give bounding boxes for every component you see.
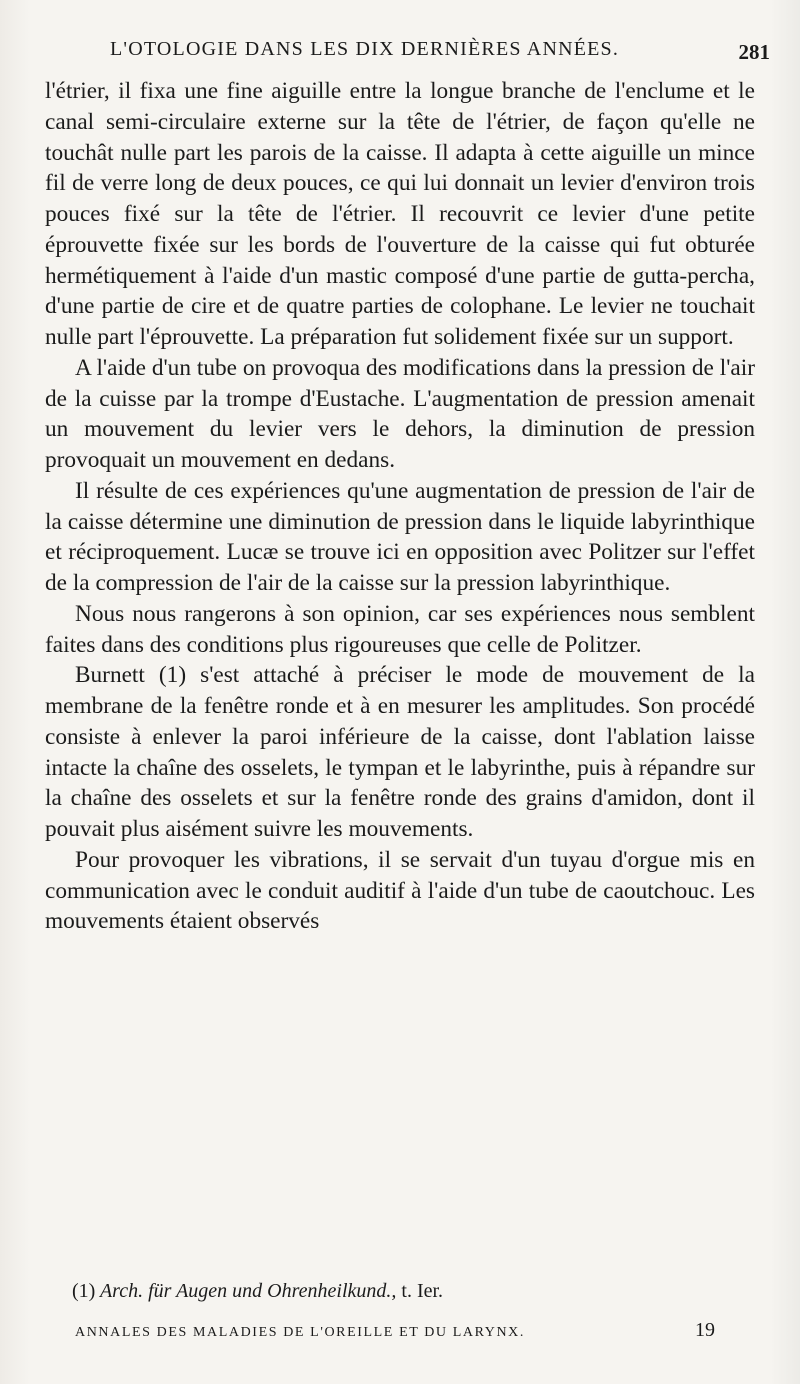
footnote (72, 1280, 443, 1303)
journal-signature-line: ANNALES DES MALADIES DE L'OREILLE ET DU LARYNX. (75, 1325, 525, 1340)
footnote-marker: (1) (72, 1280, 96, 1302)
paragraph-results: Il résulte de ces expériences qu'une augmentation de pression de l'air de la caisse détermine une diminution de pression dans le liquide labyrinthique et réciproquement. Lucæ se trouve ici en opposition avec Politzer sur l'effet de la compression de l'air de la caisse sur la pression labyrinthique. (45, 477, 755, 596)
footnote-volume: t. Ier. (401, 1280, 444, 1302)
paragraph-opinion: Nous nous rangerons à son opinion, car ses expériences nous semblent faites dans des conditions plus rigoureuses que celle de Politzer. (45, 600, 755, 658)
page-number: 281 (738, 40, 770, 64)
paragraph-tube-experiment: A l'aide d'un tube on provoqua des modifications dans la pression de l'air de la cuisse par la trompe d'Eustache. L'augmentation de pression amenait un mouvement du levier vers le dehors, la diminution de pression provoquait un mouvement en dedans. (45, 354, 755, 473)
page-footer (75, 1319, 715, 1353)
paragraph-burnett: Burnett (1) s'est attaché à préciser le mode de mouvement de la membrane de la fenêtre ronde et à en mesurer les amplitudes. Son procédé consiste à enlever la paroi inférieure de la caisse, dont l'ablation laisse intacte la chaîne des osselets, le tympan et le labyrinthe, puis à répandre sur la chaîne des osselets et sur la fenêtre ronde des grains d'amidon, dont il pouvait plus aisément suivre les mouvements. (45, 662, 755, 842)
paragraph-continued: l'étrier, il fixa une fine aiguille entre la longue branche de l'enclume et le canal semi-circulaire externe sur la tête de l'étrier, de façon qu'elle ne touchât nulle part les parois de la caisse. Il adapta à cette aiguille un mince fil de verre long de deux pouces, ce qui lui donnait un levier d'environ trois pouces fixé sur la tête de l'étrier. Il recouvrit ce levier d'une petite éprouvette fixée sur les bords de l'ouverture de la caisse qui fut obturée hermétiquement à l'aide d'un mastic composé d'une partie de gutta-percha, d'une partie de cire et de quatre parties de colophane. Le levier ne touchait nulle part l'éprouvette. La préparation fut solidement fixée sur un support. (45, 78, 755, 350)
body-text (45, 76, 755, 937)
footnote-citation: Arch. für Augen und Ohrenheilkund., (99, 1280, 397, 1302)
sheet-number: 19 (695, 1319, 715, 1341)
paragraph-vibrations: Pour provoquer les vibrations, il se servait d'un tuyau d'orgue mis en communication avec le conduit auditif à l'aide d'un tube de caoutchouc. Les mouvements étaient observés (45, 846, 755, 935)
page-header (110, 34, 770, 74)
running-head: L'OTOLOGIE DANS LES DIX DERNIÈRES ANNÉES. (110, 38, 620, 60)
